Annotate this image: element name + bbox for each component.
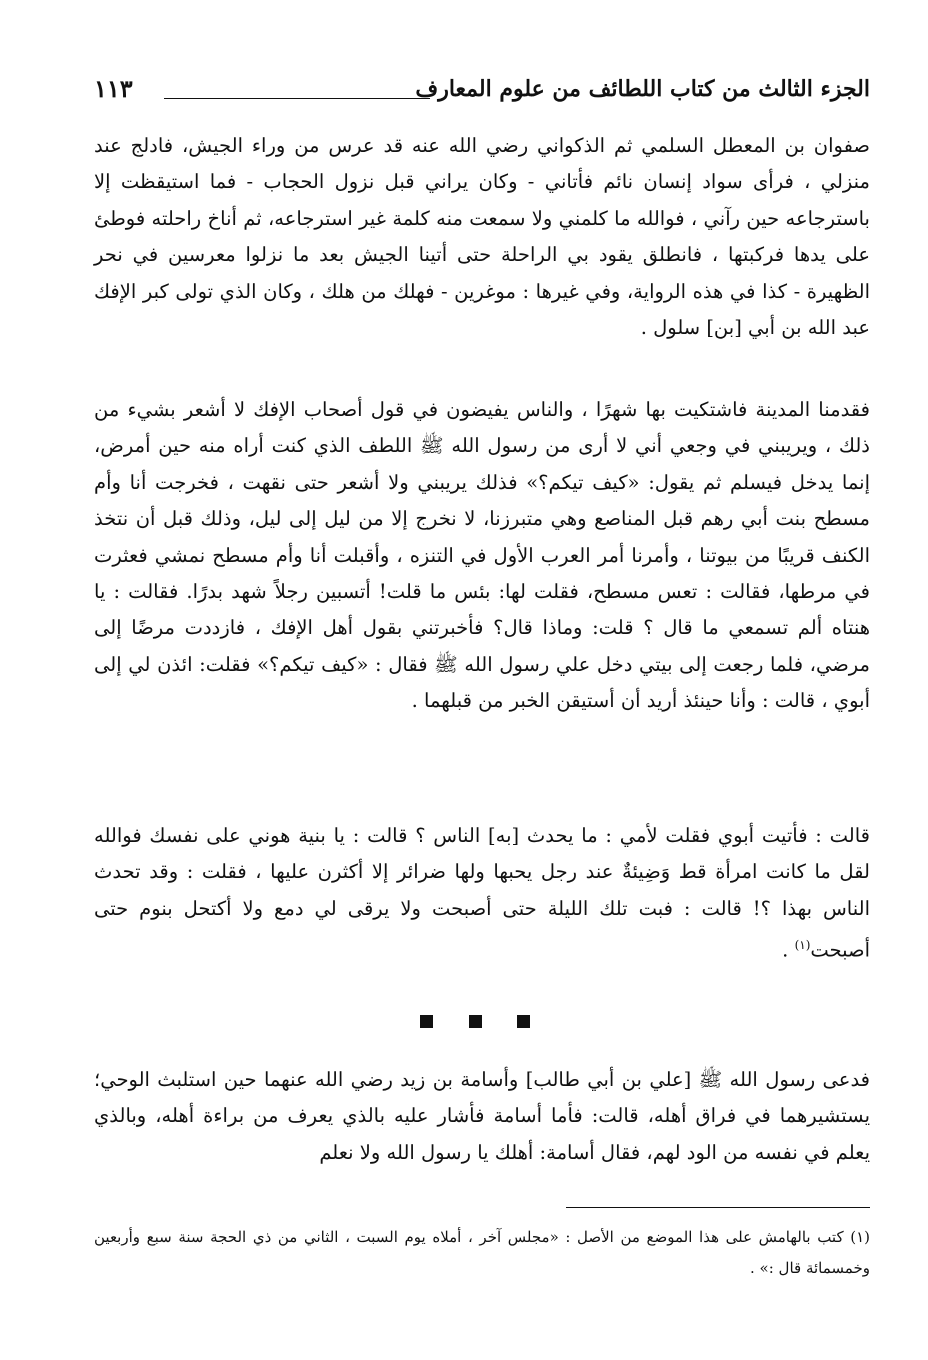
page-number: ١١٣: [94, 74, 133, 103]
ornament-square: [420, 1015, 433, 1028]
paragraph-4: فدعى رسول الله ﷺ [علي بن أبي طالب] وأسامة بن زيد رضي الله عنهما حين استلبث الوحي؛ يستشيرهما في فراق أهله، قالت: فأما أسامة فأشار عليه بالذي يعرف من براءة أهله، وبالذي يعلم في نفسه من الود لهم، فقال أسامة: أهلك يا رسول الله ولا نعلم: [94, 1068, 870, 1164]
paragraph-3-end: .: [782, 938, 795, 962]
paragraph-3-text: قالت : فأتيت أبوي فقلت لأمي : ما يحدث [به] الناس ؟ قالت : يا بنية هوني على نفسك فوالله لقل ما كانت امرأة قط وَضِيئةٌ عند رجل يحبها ولها ضرائر إلا أكثرن عليها ، فقلت : وقد تحدث الناس بهذا ؟! قالت : فبت تلك الليلة حتى أصبحت ولا يرقى لي دمع ولا أكتحل بنوم حتى أصبحت: [94, 824, 870, 962]
footnote-rule: [566, 1207, 870, 1208]
running-title: الجزء الثالث من كتاب اللطائف من علوم المعارف: [415, 76, 870, 102]
ornament-square: [517, 1015, 530, 1028]
running-header: [94, 76, 870, 120]
paragraph-3: [94, 818, 870, 969]
header-rule: [164, 98, 430, 99]
footnote: (١) كتب بالهامش على هذا الموضع من الأصل : «مجلس آخر ، أملاه يوم السبت ، الثاني من ذي الحجة سنة سبع وأربعين وخمسمائة قال :» .: [94, 1228, 870, 1277]
footnote-marker: (١): [794, 938, 811, 953]
paragraph-1: صفوان بن المعطل السلمي ثم الذكواني رضي الله عنه قد عرس من وراء الجيش، فادلج عند منزلي ، فرأى سواد إنسان نائم فأتاني - وكان يراني قبل نزول الحجاب - فما استيقظت إلا باسترجاعه حين رآني ، فوالله ما كلمني ولا سمعت منه كلمة غير استرجاعه، ثم أناخ راحلته فوطئ على يدها فركبتها ، فانطلق يقود بي الراحلة حتى أتينا الجيش بعد ما نزلوا معرسين في نحر الظهيرة - كذا في هذه الرواية، وفي غيرها : موغرين - فهلك من هلك ، وكان الذي تولى كبر الإفك عبد الله بن أبي [بن] سلول .: [94, 134, 870, 340]
section-divider-ornament: [420, 1015, 530, 1033]
paragraph-2: فقدمنا المدينة فاشتكيت بها شهرًا ، والناس يفيضون في قول أصحاب الإفك لا أشعر بشيء من ذلك ، ويريبني في وجعي أني لا أرى من رسول الله ﷺ اللطف الذي كنت أراه منه حين أمرض، إنما يدخل فيسلم ثم يقول: «كيف تيكم؟» فذلك يريبني ولا أشعر حتى نقهت ، فخرجت أنا وأم مسطح بنت أبي رهم قبل المناصع وهي متبرزنا، لا نخرج إلا من ليل إلى ليل، وذلك قبل أن نتخذ الكنف قريبًا من بيوتنا ، وأمرنا أمر العرب الأول في التنزه ، وأقبلت أنا وأم مسطح نمشي فعثرت في مرطها، فقالت : تعس مسطح، فقلت لها: بئس ما قلت! أتسبين رجلاً شهد بدرًا. فقالت : يا هنتاه ألم تسمعي ما قال ؟ قلت: وماذا قال؟ فأخبرتني بقول أهل الإفك ، فازددت مرضًا إلى مرضي، فلما رجعت إلى بيتي دخل علي رسول الله ﷺ فقال : «كيف تيكم؟» فقلت: ائذن لي إلى أبوي ، قالت : وأنا حينئذ أريد أن أستيقن الخبر من قبلهما .: [94, 398, 870, 713]
ornament-square: [469, 1015, 482, 1028]
